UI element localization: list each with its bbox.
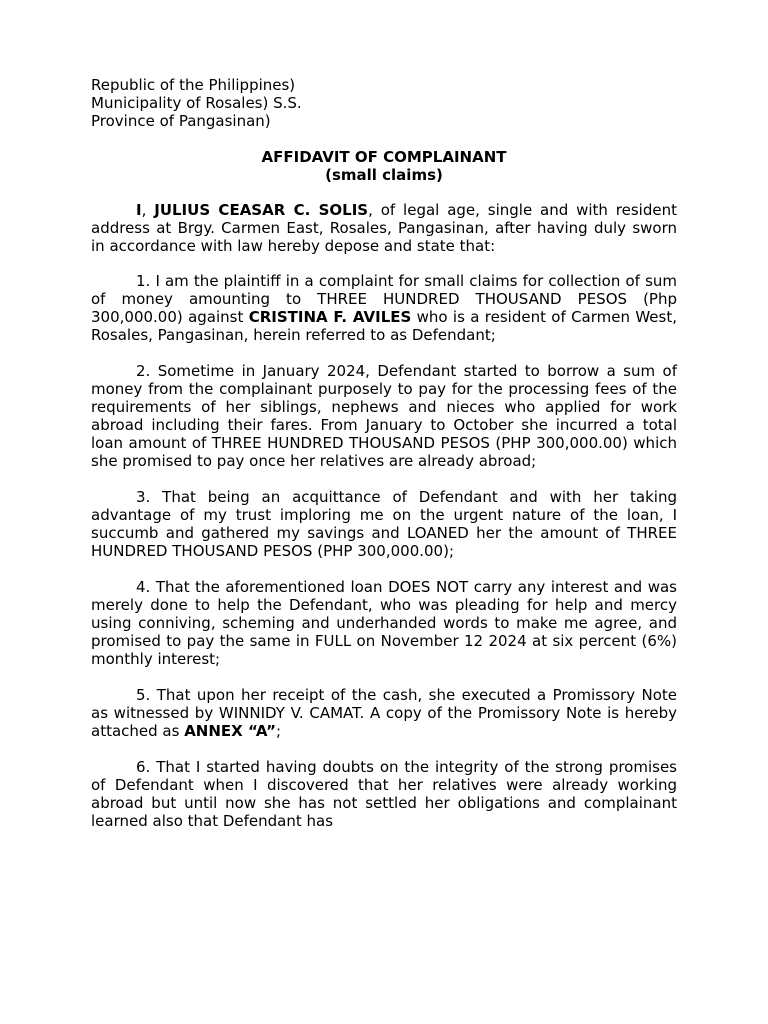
paragraph-1-text-a: 1. I am the plaintiff in a complaint for small claims for collection of sum of money amounting to THREE HUNDRED THOUSAND PESOS (Php 300,000.00) against [91,272,677,326]
title-main: AFFIDAVIT OF COMPLAINANT [261,148,507,166]
intro-text: , of legal age, single and with resident address at Brgy. Carmen East, Rosales, Pangasinan, after having duly sworn in accordance with law hereby depose and state that: [91,201,677,255]
paragraph-4: 4. That the aforementioned loan DOES NOT carry any interest and was merely done to help the Defendant, who was pleading for help and mercy using conniving, scheming and underhanded words to make me agree, and promised to pay the same in FULL on November 12 2024 at six percent (6%) monthly interest; [91,578,677,668]
document-body [91,76,677,830]
paragraph-2: 2. Sometime in January 2024, Defendant started to borrow a sum of money from the complainant purposely to pay for the processing fees of the requirements of her siblings, nephews and nieces who applied for work abroad including their fares. From January to October she incurred a total loan amount of THREE HUNDRED THOUSAND PESOS (PHP 300,000.00) which she promised to pay once her relatives are already abroad; [91,362,677,470]
caption-republic: Republic of the Philippines) [91,76,296,94]
paragraph-5-text-b: ; [275,722,282,740]
defendant-name: CRISTINA F. AVILES [248,308,412,326]
caption-municipality: Municipality of Rosales) S.S. [91,94,302,112]
title-sub: (small claims) [325,166,443,184]
paragraph-6: 6. That I started having doubts on the integrity of the strong promises of Defendant when I discovered that her relatives were already working abroad but until now she has not settled her obligations and complainant learned also that Defendant has [91,758,677,830]
paragraph-5 [91,686,677,740]
paragraph-1-text-b: who is a resident of Carmen West, Rosales, Pangasinan, herein referred to as Defendant; [91,308,677,344]
intro-pronoun: I [136,201,142,219]
caption-province: Province of Pangasinan) [91,112,271,130]
paragraph-1 [91,272,677,344]
affiant-name: JULIUS CEASAR C. SOLIS [154,201,369,219]
document-title [91,148,677,184]
paragraph-5-text-a: 5. That upon her receipt of the cash, she executed a Promissory Note as witnessed by WINNIDY V. CAMAT. A copy of the Promissory Note is hereby attached as [91,686,677,740]
intro-separator: , [141,201,155,219]
venue-caption [91,76,677,130]
intro-paragraph [91,201,677,255]
annex-label: ANNEX “A” [184,722,276,740]
paragraph-3: 3. That being an acquittance of Defendant and with her taking advantage of my trust imploring me on the urgent nature of the loan, I succumb and gathered my savings and LOANED her the amount of THREE HUNDRED THOUSAND PESOS (PHP 300,000.00); [91,488,677,560]
